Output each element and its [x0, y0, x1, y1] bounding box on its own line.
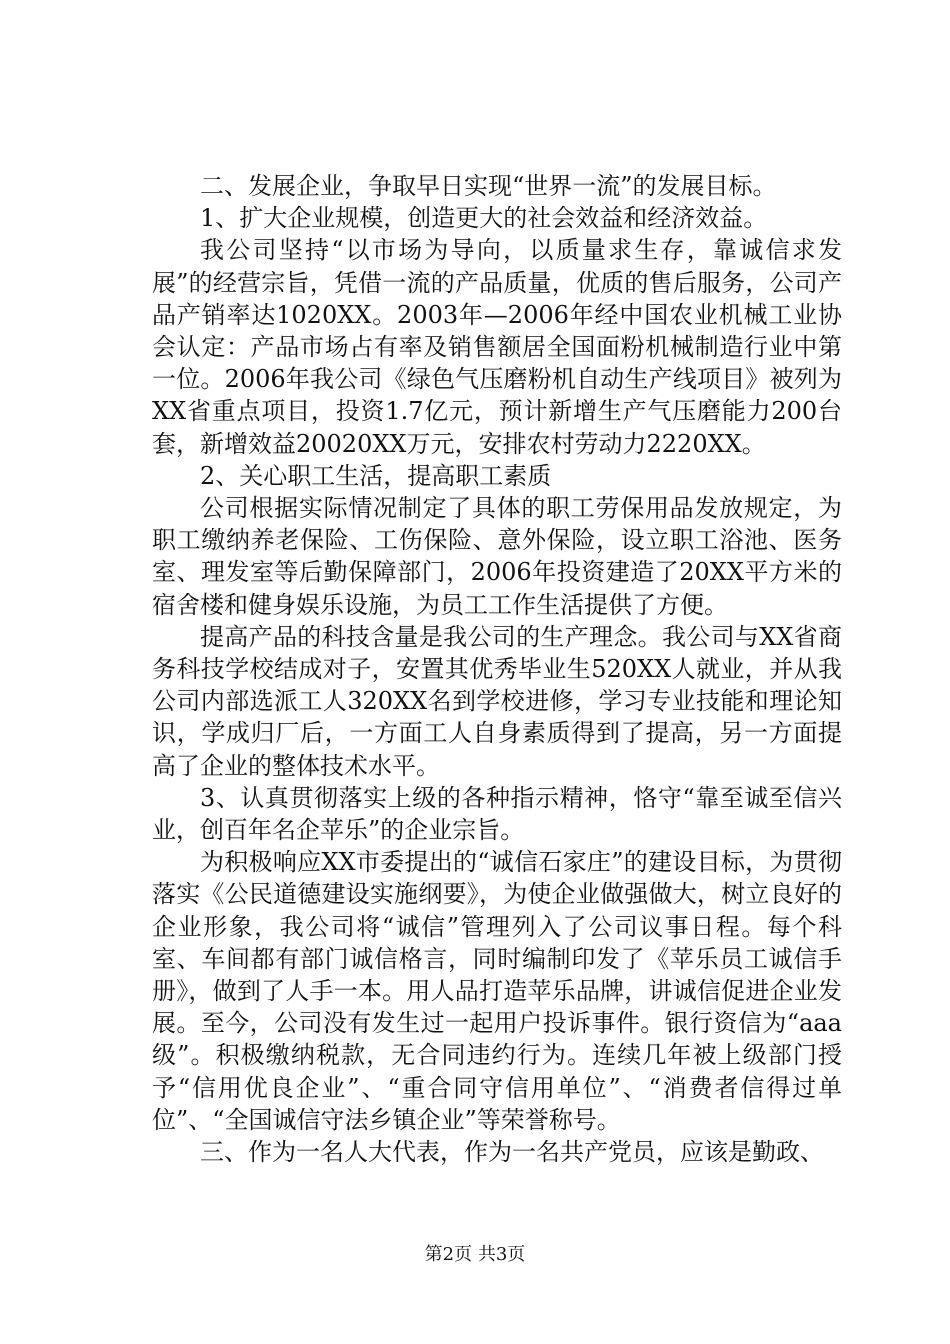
document-body: [152, 170, 842, 1168]
heading-section-two: 二、发展企业，争取早日实现“世界一流”的发展目标。: [200, 172, 777, 200]
subheading-staff-life: 2、关心职工生活，提高职工素质: [200, 461, 552, 490]
paragraph-technology: 提高产品的科技含量是我公司的生产理念。我公司与XX省商务科技学校结成对子，安置其优秀毕业生520XX人就业，并从我公司内部选派工人320XX名到学校进修，学习专业技能和理论知识，学成归厂后，一方面工人自身素质得到了提高，另一方面提高了企业的整体技术水平。: [152, 622, 842, 780]
paragraph-integrity-management: 为积极响应XX市委提出的“诚信石家庄”的建设目标，为贯彻落实《公民道德建设实施纲要》，为使企业做强做大，树立良好的企业形象，我公司将“诚信”管理列入了公司议事日程。每个科室、车间都有部门诚信格言，同时编制印发了《苹乐员工诚信手册》，做到了人手一本。用人品打造苹乐品牌，讲诚信促进企业发展。至今，公司没有发生过一起用户投诉事件。银行资信为“aaa级”。积极缴纳税款，无合同违约行为。连续几年被上级部门授予“信用优良企业”、“重合同守信用单位”、“消费者信得过单位”、“全国诚信守法乡镇企业”等荣誉称号。: [152, 848, 842, 1134]
paragraph-company-market: 我公司坚持“以市场为导向，以质量求生存，靠诚信求发展”的经营宗旨，凭借一流的产品质量，优质的售后服务，公司产品产销率达1020XX。2003年—2006年经中国农业机械工业协会认定：产品市场占有率及销售额居全国面粉机械制造行业中第一位。2006年我公司《绿色气压磨粉机自动生产线项目》被列为XX省重点项目，投资1.7亿元，预计新增生产气压磨能力200台套，新增效益20020XX万元，安排农村劳动力2220XX。: [152, 236, 842, 458]
subheading-integrity: 3、认真贯彻落实上级的各种指示精神，恪守“靠至诚至信兴业，创百年名企苹乐”的企业宗旨。: [152, 783, 842, 845]
page-footer: 第2页 共3页: [424, 1244, 526, 1265]
heading-section-three: 三、作为一名人大代表，作为一名共产党员，应该是勤政、: [200, 1138, 824, 1167]
subheading-expand-scale: 1、扩大企业规模，创造更大的社会效益和经济效益。: [200, 204, 768, 233]
paragraph-staff-welfare: 公司根据实际情况制定了具体的职工劳保用品发放规定，为职工缴纳养老保险、工伤保险、意外保险，设立职工浴池、医务室、理发室等后勤保障部门，2006年投资建造了20XX平方米的宿舍楼和健身娱乐设施，为员工工作生活提供了方便。: [152, 494, 842, 619]
